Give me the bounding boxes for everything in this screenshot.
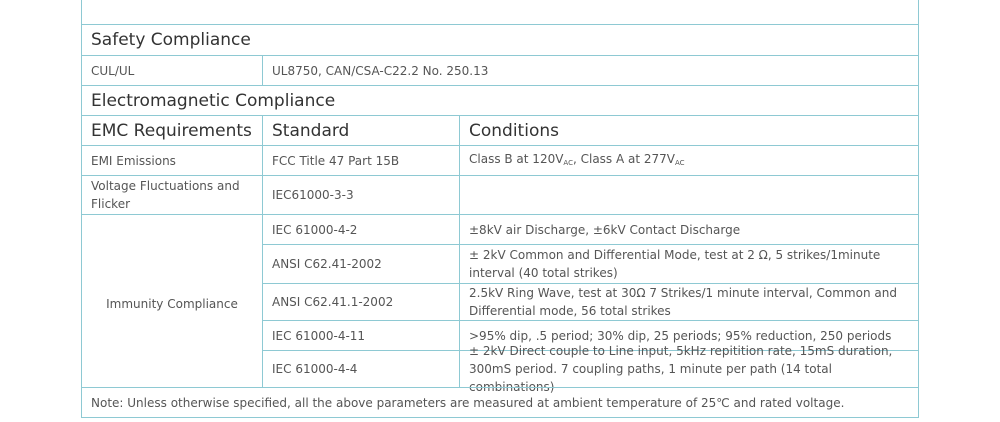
header-conditions: Conditions <box>459 116 918 145</box>
immunity-condition: 2.5kV Ring Wave, test at 30Ω 7 Strikes/1 minute interval, Common and Differential mode, 56 total strikes <box>459 284 918 320</box>
emi-cond-a: Class B at 120V <box>469 151 564 166</box>
immunity-standard: ANSI C62.41.1-2002 <box>262 284 459 320</box>
immunity-standard: IEC 61000-4-11 <box>262 321 459 350</box>
emi-cond-b: , Class A at 277V <box>572 151 676 166</box>
safety-row-value: UL8750, CAN/CSA-C22.2 No. 250.13 <box>262 56 918 85</box>
flicker-condition <box>459 176 918 214</box>
emi-cond-sub1: AC <box>563 158 573 167</box>
safety-row-cul <box>82 55 918 85</box>
flicker-standard: IEC61000-3-3 <box>262 176 459 214</box>
footnote: Note: Unless otherwise specified, all the above parameters are measured at ambient temperature of 25℃ and rated voltage. <box>91 396 845 410</box>
immunity-standard: IEC 61000-4-4 <box>262 351 459 387</box>
flicker-label: Voltage Fluctuations and Flicker <box>91 179 240 211</box>
immunity-row <box>262 244 918 283</box>
safety-section-title: Safety Compliance <box>91 30 251 50</box>
note-row <box>82 387 918 418</box>
immunity-condition: ± 2kV Direct couple to Line input, 5kHz repitition rate, 15mS duration, 300mS period. 7 coupling paths, 1 minute per path (14 total combinations) <box>459 351 918 387</box>
immunity-standard: ANSI C62.41-2002 <box>262 245 459 283</box>
emi-cond-sub2: AC <box>675 158 685 167</box>
emc-header-row <box>82 115 918 145</box>
emi-row <box>82 145 918 175</box>
emi-standard: FCC Title 47 Part 15B <box>262 146 459 175</box>
header-emc-requirements: EMC Requirements <box>91 120 252 141</box>
immunity-condition: >95% dip, .5 period; 30% dip, 25 periods; 95% reduction, 250 periods <box>459 321 918 350</box>
safety-row-label: CUL/UL <box>91 63 135 78</box>
immunity-label: Immunity Compliance <box>106 296 238 311</box>
immunity-condition: ± 2kV Common and Differential Mode, test at 2 Ω, 5 strikes/1minute interval (40 total strikes) <box>459 245 918 283</box>
emc-section-title: Electromagnetic Compliance <box>91 90 336 111</box>
immunity-condition: ±8kV air Discharge, ±6kV Contact Discharge <box>459 215 918 244</box>
immunity-row <box>262 283 918 320</box>
emi-condition <box>459 146 918 175</box>
emi-label: EMI Emissions <box>91 153 176 168</box>
header-standard: Standard <box>262 116 459 145</box>
immunity-row <box>262 344 918 394</box>
safety-title-row <box>82 24 918 55</box>
flicker-row <box>82 175 918 214</box>
emc-title-row <box>82 85 918 115</box>
immunity-standard: IEC 61000-4-2 <box>262 215 459 244</box>
